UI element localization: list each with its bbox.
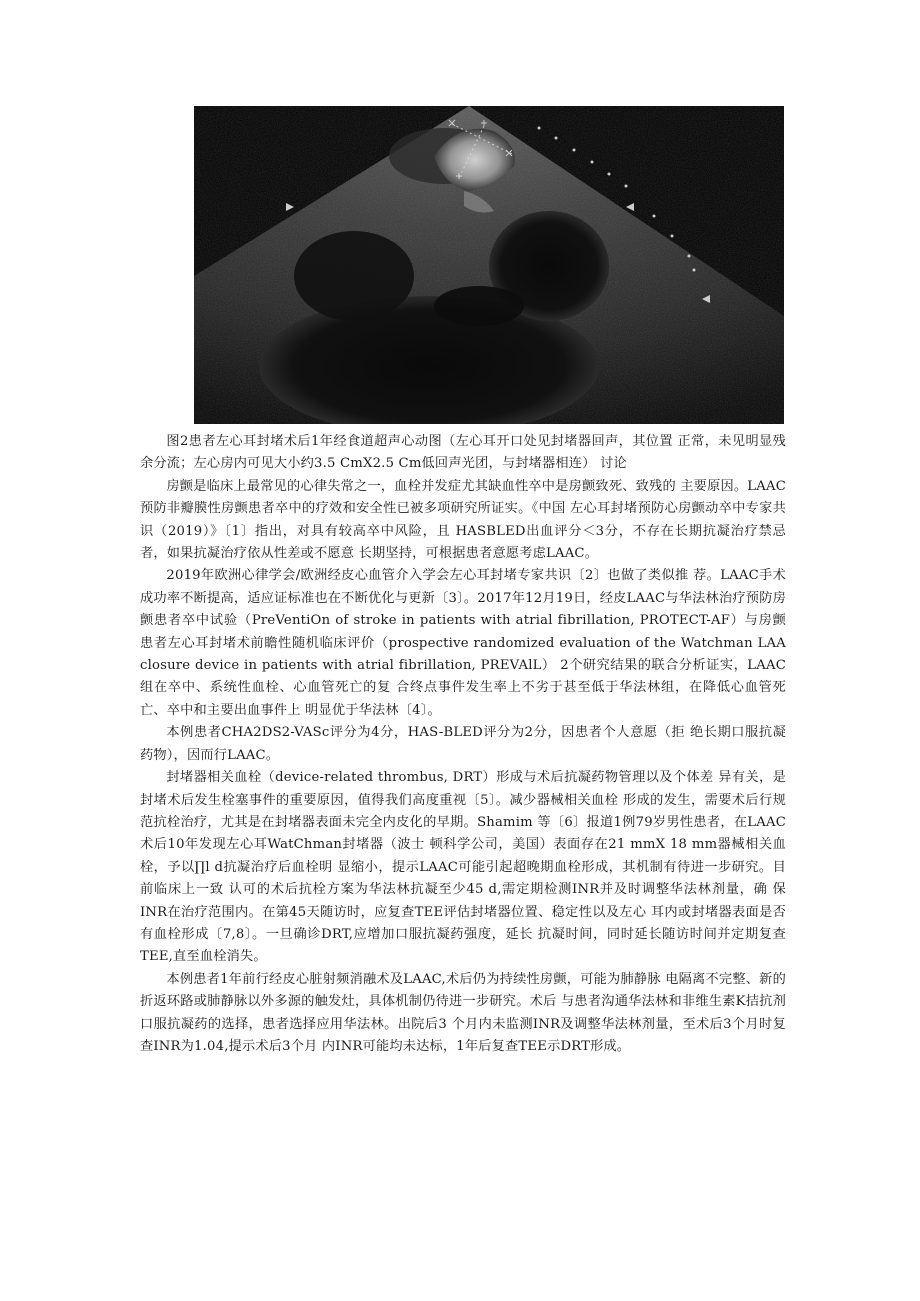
paragraph-1: 房颤是临床上最常见的心律失常之一，血栓并发症尤其缺血性卒中是房颤致死、致残的 主要原因。LAAC预防非瓣膜性房颤患者卒中的疗效和安全性已被多项研究所证实。《中国 左心耳封堵预防心房颤动卒中专家共识（2019）》〔1〕指出，对具有较高卒中风险，且 HASBLED出血评分＜3分，不存在长期抗凝治疗禁忌者，如果抗凝治疗依从性差或不愿意 长期坚持，可根据患者意愿考虑LAAC。: [140, 478, 786, 562]
echocardiogram-figure: [194, 106, 784, 424]
paragraph-4: 封堵器相关血栓（device-related thrombus, DRT）形成与术后抗凝药物管理以及个体差 异有关，是封堵术后发生栓塞事件的重要原因，值得我们高度重视〔5〕。减少器械相关血栓 形成的发生，需要术后行规范抗栓治疗，尤其是在封堵器表面未完全内皮化的早期。Shamim 等〔6〕报道1例79岁男性患者，在LAAC术后10年发现左心耳WatChman封堵器（波士 顿科学公司，美国）表面存在21 mmX 18 mm器械相关血栓，予以∏l d抗凝治疗后血栓明 显缩小，提示LAAC可能引起超晚期血栓形成，其机制有待进一步研究。目前临床上一致 认可的术后抗栓方案为华法林抗凝至少45 d,需定期检测INR并及时调整华法林剂量，确 保INR在治疗范围内。在第45天随访时，应复查TEE评估封堵器位置、稳定性以及左心 耳内或封堵器表面是否有血栓形成〔7,8〕。一旦确诊DRT,应增加口服抗凝药强度，延长 抗凝时间，同时延长随访时间并定期复查TEE,直至血栓消失。: [140, 770, 786, 965]
paragraph-5: 本例患者1年前行经皮心脏射频消融术及LAAC,术后仍为持续性房颤，可能为肺静脉 电隔离不完整、新的折返环路或肺静脉以外多源的触发灶，具体机制仍待进一步研究。术后 与患者沟通华法林和非维生素K拮抗剂口服抗凝药的选择，患者选择应用华法林。出院后3 个月内未监测INR及调整华法林剂量，至术后3个月时复查INR为1.04,提示术后3个月 内INR可能均未达标，1年后复查TEE示DRT形成。: [140, 971, 786, 1054]
echocardiogram-image: [194, 106, 784, 424]
article-body: [140, 431, 786, 1058]
paragraph-2: 2019年欧洲心律学会/欧洲经皮心血管介入学会左心耳封堵专家共识〔2〕也做了类似推 荐。LAAC手术成功率不断提高，适应证标准也在不断优化与更新〔3〕。2017年12月19日，经皮LAAC与华法林治疗预防房颤患者卒中试验（PreVentiOn of stroke in patients with atrial fibrillation, PROTECT-AF）与房颤患者左心耳封堵术前瞻性随机临床评价（prospective randomized evaluation of the Watchman LAA closure device in patients with atrial fibrillation, PREVAlL） 2个研究结果的联合分析证实，LAAC组在卒中、系统性血栓、心血管死亡的复 合终点事件发生率上不劣于甚至低于华法林组，在降低心血管死亡、卒中和主要出血事件上 明显优于华法林〔4〕。: [140, 568, 786, 718]
figure-caption: 图2患者左心耳封堵术后1年经食道超声心动图（左心耳开口处见封堵器回声，其位置 正常，未见明显残余分流；左心房内可见大小约3.5 CmX2.5 Cm低回声光团，与封堵器相连） 讨论: [140, 434, 786, 472]
paragraph-3: 本例患者CHA2DS2-VASc评分为4分，HAS-BLED评分为2分，因患者个人意愿（拒 绝长期口服抗凝药物），因而行LAAC。: [140, 725, 786, 763]
